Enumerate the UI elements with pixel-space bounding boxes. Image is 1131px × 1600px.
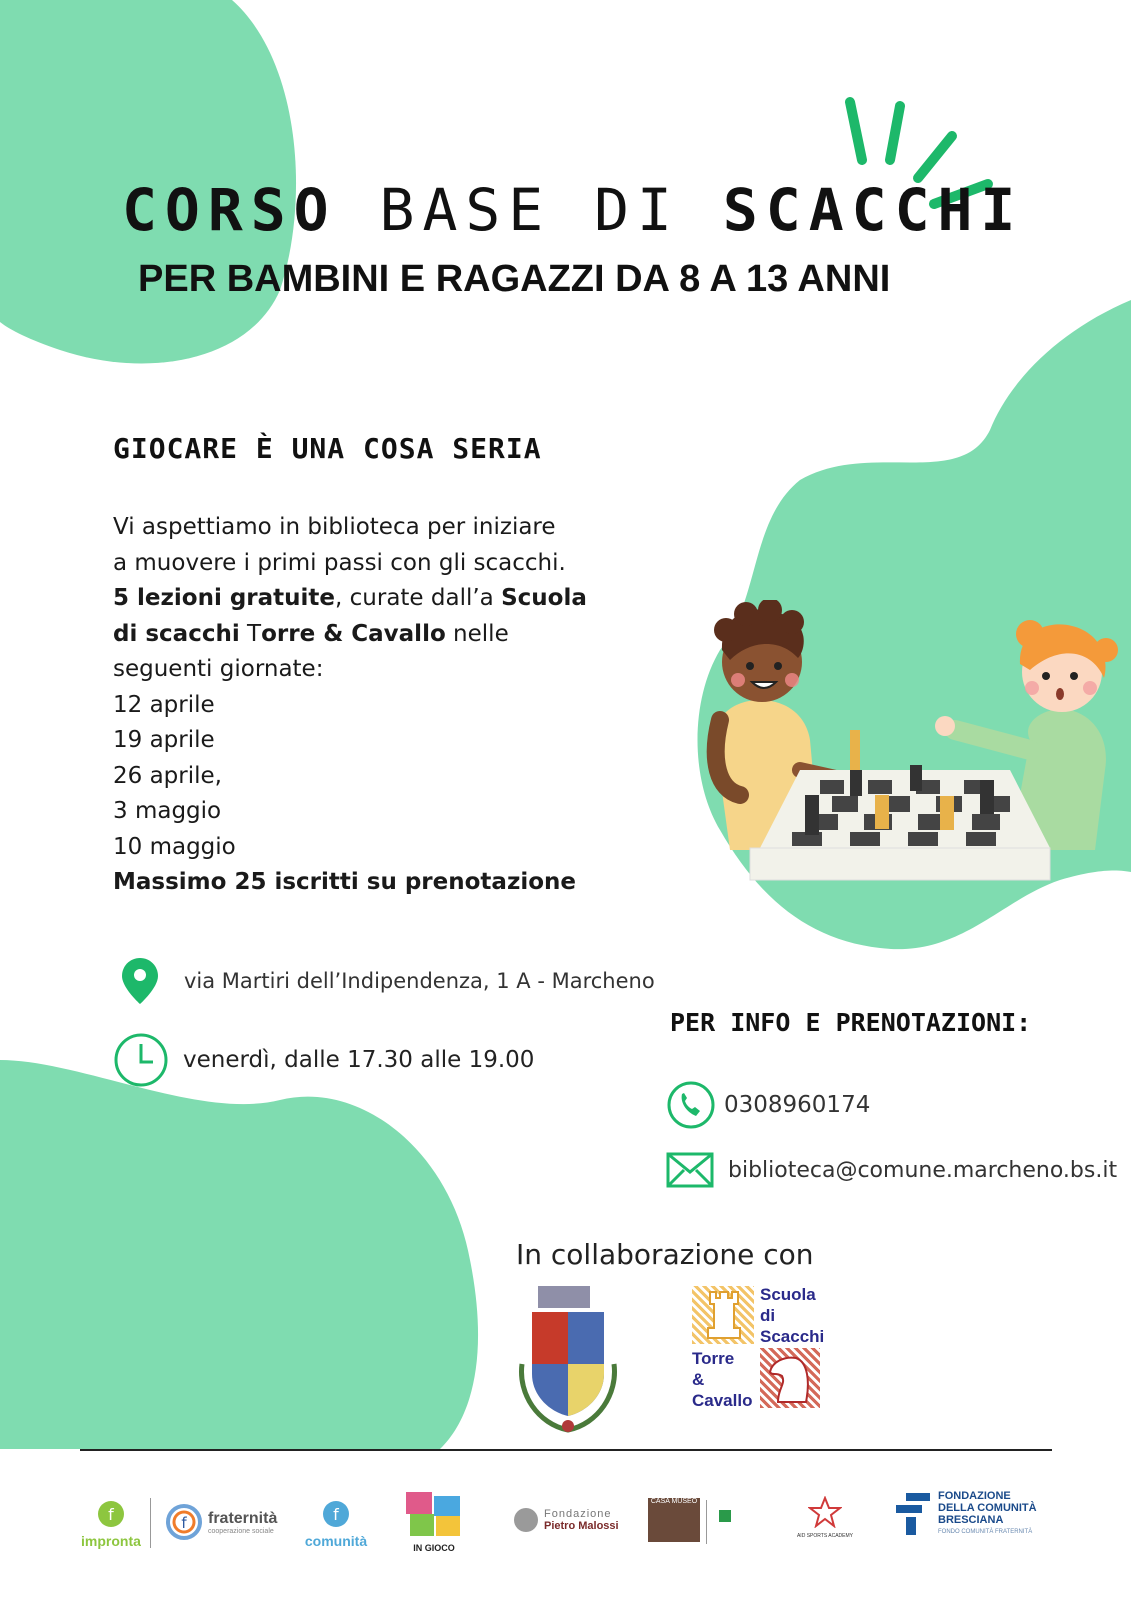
casa-museo-logo bbox=[648, 1498, 700, 1542]
school-logo-line2: di bbox=[760, 1306, 776, 1325]
date-item: 10 maggio bbox=[113, 833, 236, 860]
ingioco-logo bbox=[402, 1490, 466, 1553]
phone-number[interactable]: 0308960174 bbox=[724, 1092, 871, 1118]
phone-icon bbox=[666, 1080, 716, 1130]
comunita-logo bbox=[300, 1500, 372, 1549]
aid-label: AID SPORTS ACADEMY bbox=[796, 1533, 854, 1539]
info-heading: PER INFO E PRENOTAZIONI: bbox=[670, 1008, 1032, 1037]
school-bold-2: di scacchi bbox=[113, 620, 240, 647]
school-line bbox=[113, 617, 633, 653]
footer-divider bbox=[80, 1449, 1052, 1451]
lessons-mid: , curate dall’a bbox=[335, 585, 502, 611]
email-row bbox=[666, 1152, 1117, 1188]
malossi-logo bbox=[512, 1506, 619, 1534]
comunita-icon bbox=[322, 1500, 350, 1528]
fcb-line3: BRESCIANA bbox=[938, 1514, 1004, 1526]
course-description bbox=[113, 510, 633, 901]
school-logo-line3: Scacchi bbox=[760, 1327, 825, 1346]
knight-icon bbox=[764, 1352, 816, 1406]
regione-icon bbox=[715, 1506, 735, 1526]
motto-heading: GIOCARE È UNA COSA SERIA bbox=[113, 432, 542, 465]
kids-chess-illustration bbox=[700, 600, 1120, 900]
malossi-line2: Pietro Malossi bbox=[544, 1520, 619, 1532]
lessons-line bbox=[113, 581, 633, 617]
aid-logo bbox=[795, 1496, 855, 1539]
lessons-bold: 5 lezioni gratuite bbox=[113, 585, 336, 611]
school-bold-1: Scuola bbox=[501, 585, 587, 611]
fcb-logo bbox=[894, 1490, 1037, 1538]
fcb-line4: FONDO COMUNITÀ FRATERNITÀ bbox=[938, 1529, 1033, 1535]
malossi-icon bbox=[512, 1506, 540, 1534]
phone-row bbox=[666, 1080, 870, 1130]
fcb-line2: DELLA COMUNITÀ bbox=[938, 1502, 1037, 1514]
sponsor-separator bbox=[150, 1498, 151, 1548]
max-note bbox=[113, 865, 633, 901]
school-logo-line1: Scuola bbox=[760, 1285, 816, 1304]
after-school: nelle bbox=[445, 620, 509, 647]
impronta-icon bbox=[97, 1500, 125, 1528]
rook-icon bbox=[704, 1288, 744, 1342]
clock-icon bbox=[113, 1032, 169, 1088]
title-bold: CORSO bbox=[122, 176, 337, 244]
intro-line-1: Vi aspettiamo in biblioteca per iniziare bbox=[113, 514, 556, 540]
school-bold-3: orre & Cavallo bbox=[261, 620, 446, 647]
intro-line-2: a muovere i primi passi con gli scacchi. bbox=[113, 549, 566, 576]
malossi-line1: Fondazione bbox=[544, 1508, 612, 1520]
fraternita-logo bbox=[164, 1502, 277, 1542]
fraternita-icon bbox=[164, 1502, 204, 1542]
star-icon bbox=[808, 1496, 842, 1528]
address-row bbox=[120, 956, 655, 1006]
date-item: 3 maggio bbox=[113, 798, 222, 824]
title-end: SCACCHI bbox=[722, 176, 1024, 244]
location-pin-icon bbox=[120, 956, 160, 1006]
email-address[interactable]: biblioteca@comune.marcheno.bs.it bbox=[728, 1157, 1118, 1183]
impronta-logo bbox=[76, 1500, 146, 1549]
page-title bbox=[122, 176, 1023, 244]
school-logo-line5: & bbox=[692, 1370, 705, 1389]
regione-logo bbox=[706, 1500, 747, 1544]
address-text: via Martiri dell’Indipendenza, 1 A - Marcheno bbox=[184, 969, 655, 993]
chess-school-logo bbox=[692, 1282, 825, 1412]
title-light: BASE DI bbox=[379, 176, 680, 244]
fcb-icon bbox=[894, 1491, 932, 1537]
max-note-text: Massimo 25 iscritti su prenotazione bbox=[113, 869, 576, 895]
date-item: 12 aprile bbox=[113, 691, 215, 718]
fcb-line1: FONDAZIONE bbox=[938, 1490, 1011, 1502]
fraternita-sub: cooperazione sociale bbox=[208, 1527, 274, 1535]
municipal-crest-icon bbox=[508, 1284, 628, 1434]
date-item: 26 aprile, bbox=[113, 762, 222, 789]
collab-heading: In collaborazione con bbox=[516, 1238, 814, 1271]
svg-text:f: f bbox=[333, 1505, 339, 1524]
impronta-label: impronta bbox=[81, 1533, 141, 1549]
casa-museo-label: CASA MUSEO bbox=[650, 1498, 698, 1505]
subtitle: PER BAMBINI E RAGAZZI DA 8 A 13 ANNI bbox=[138, 258, 891, 300]
svg-text:f: f bbox=[108, 1505, 114, 1524]
schedule-row bbox=[113, 1032, 534, 1088]
comunita-label: comunità bbox=[304, 1533, 368, 1549]
date-item: 19 aprile bbox=[113, 727, 215, 753]
dates-intro: seguenti giornate: bbox=[113, 656, 324, 682]
school-logo-line4: Torre bbox=[692, 1349, 735, 1368]
svg-text:f: f bbox=[181, 1514, 187, 1532]
school-logo-line6: Cavallo bbox=[692, 1391, 753, 1410]
ingioco-label: IN GIOCO bbox=[413, 1543, 455, 1553]
mail-icon bbox=[666, 1152, 714, 1188]
puzzle-icon bbox=[404, 1490, 464, 1538]
schedule-text: venerdì, dalle 17.30 alle 19.00 bbox=[183, 1047, 535, 1073]
fraternita-label: fraternità bbox=[208, 1509, 278, 1527]
school-t: T bbox=[239, 620, 262, 647]
